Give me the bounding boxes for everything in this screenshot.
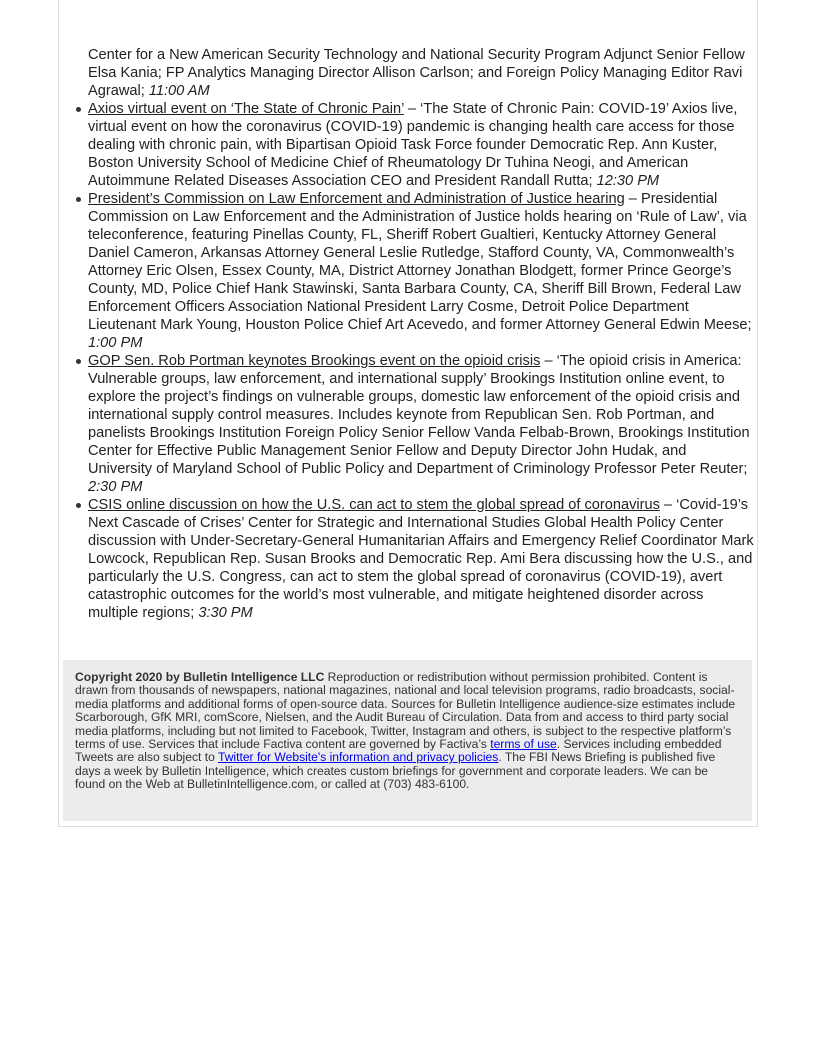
- event-item: [88, 352, 754, 496]
- event-link[interactable]: President’s Commission on Law Enforcement and Administration of Justice hearing: [88, 191, 625, 207]
- event-item-continued: [88, 46, 754, 100]
- copyright-footer: [63, 660, 752, 821]
- event-list: [88, 46, 754, 622]
- footer-text: Reproduction or redistribution without permission prohibited. Content is drawn from thousands of newspapers, national magazines, national and local television programs, radio broadcasts, social-media platforms and additional forms of open-source data. Sources for Bulletin Intelligence audience-size estimates include Scarborough, GfK MRI, comScore, Nielsen, and the Audit Bureau of Circulation. Data from and access to third party social media platforms, including but not limited to Facebook, Twitter, Instagram and others, is subject to the respective platform’s terms of use. Services that include Factiva content are governed by Factiva’s: [75, 670, 736, 752]
- event-description: Center for a New American Security Technology and National Security Program Adjunct Senior Fellow Elsa Kania; FP Analytics Managing Director Allison Carlson; and Foreign Policy Managing Editor Ravi Agrawal;: [88, 47, 745, 99]
- event-time: 2:30 PM: [88, 479, 143, 495]
- event-time: 12:30 PM: [596, 173, 660, 189]
- event-time: 3:30 PM: [198, 605, 253, 621]
- event-link[interactable]: CSIS online discussion on how the U.S. can act to stem the global spread of coronavirus: [88, 497, 660, 513]
- event-description: – ‘The State of Chronic Pain: COVID-19’ Axios live, virtual event on how the coronavirus (COVID-19) pandemic is changing health care access for those dealing with chronic pain, with Bipartisan Opioid Task Force founder Democratic Rep. Ann Kuster, Boston University School of Medicine Chief of Rheumatology Dr Tuhina Neogi, and American Autoimmune Related Diseases Association CEO and President Randall Rutta;: [88, 101, 738, 189]
- event-item: [88, 190, 754, 352]
- event-item: [88, 496, 754, 622]
- event-description: – Presidential Commission on Law Enforcement and the Administration of Justice holds hearing on ‘Rule of Law’, via teleconference, featuring Pinellas County, FL, Sheriff Robert Gualtieri, Kentucky Attorney General Daniel Cameron, Arkansas Attorney General Leslie Rutledge, Stafford County, VA, Commonwealth’s Attorney Eric Olsen, Essex County, MA, District Attorney Jonathan Blodgett, former Prince George’s County, MD, Police Chief Hank Stawinski, Santa Barbara County, CA, Sheriff Bill Brown, Federal Law Enforcement Officers Association National President Larry Cosme, Detroit Police Department Lieutenant Mark Young, Houston Police Chief Art Acevedo, and former Attorney General Edwin Meese;: [88, 191, 752, 333]
- event-time: 11:00 AM: [148, 83, 210, 99]
- footer-text: . The FBI News Briefing is published five days a week by Bulletin Intelligence, which creates custom briefings for government and corporate leaders. We can be found on the Web at BulletinIntelligence.com, or called at (703) 483-6100.: [75, 750, 716, 792]
- event-time: 1:00 PM: [88, 335, 143, 351]
- event-item: [88, 100, 754, 190]
- event-link[interactable]: Axios virtual event on ‘The State of Chronic Pain’: [88, 101, 404, 117]
- terms-of-use-link[interactable]: terms of use: [490, 737, 557, 752]
- copyright-heading: Copyright 2020 by Bulletin Intelligence LLC: [75, 670, 325, 684]
- twitter-policy-link[interactable]: Twitter for Website's information and privacy policies: [217, 750, 499, 765]
- event-link[interactable]: GOP Sen. Rob Portman keynotes Brookings event on the opioid crisis: [88, 353, 541, 369]
- event-description: – ‘The opioid crisis in America: Vulnerable groups, law enforcement, and international supply’ Brookings Institution online event, to explore the project’s findings on vulnerable groups, domestic law enforcement of the opioid crisis and international supply control measures. Includes keynote from Republican Sen. Rob Portman, and panelists Brookings Institution Foreign Policy Senior Fellow Vanda Felbab-Brown, Brookings Institution Center for Effective Public Management Senior Fellow and Deputy Director John Hudak, and University of Maryland School of Public Policy and Department of Criminology Professor Peter Reuter;: [88, 353, 750, 477]
- footer-text: . Services including embedded Tweets are also subject to: [75, 737, 722, 765]
- event-description: – ‘Covid-19’s Next Cascade of Crises’ Center for Strategic and International Studies Global Health Policy Center discussion with Under-Secretary-General Humanitarian Affairs and Emergency Relief Coordinator Mark Lowcock, Republican Rep. Susan Brooks and Democratic Rep. Ami Bera discussing how the U.S., and particularly the U.S. Congress, can act to stem the global spread of coronavirus (COVID-19), avert catastrophic outcomes for the world’s most vulnerable, and mitigate heightened disorder across multiple regions;: [88, 497, 754, 621]
